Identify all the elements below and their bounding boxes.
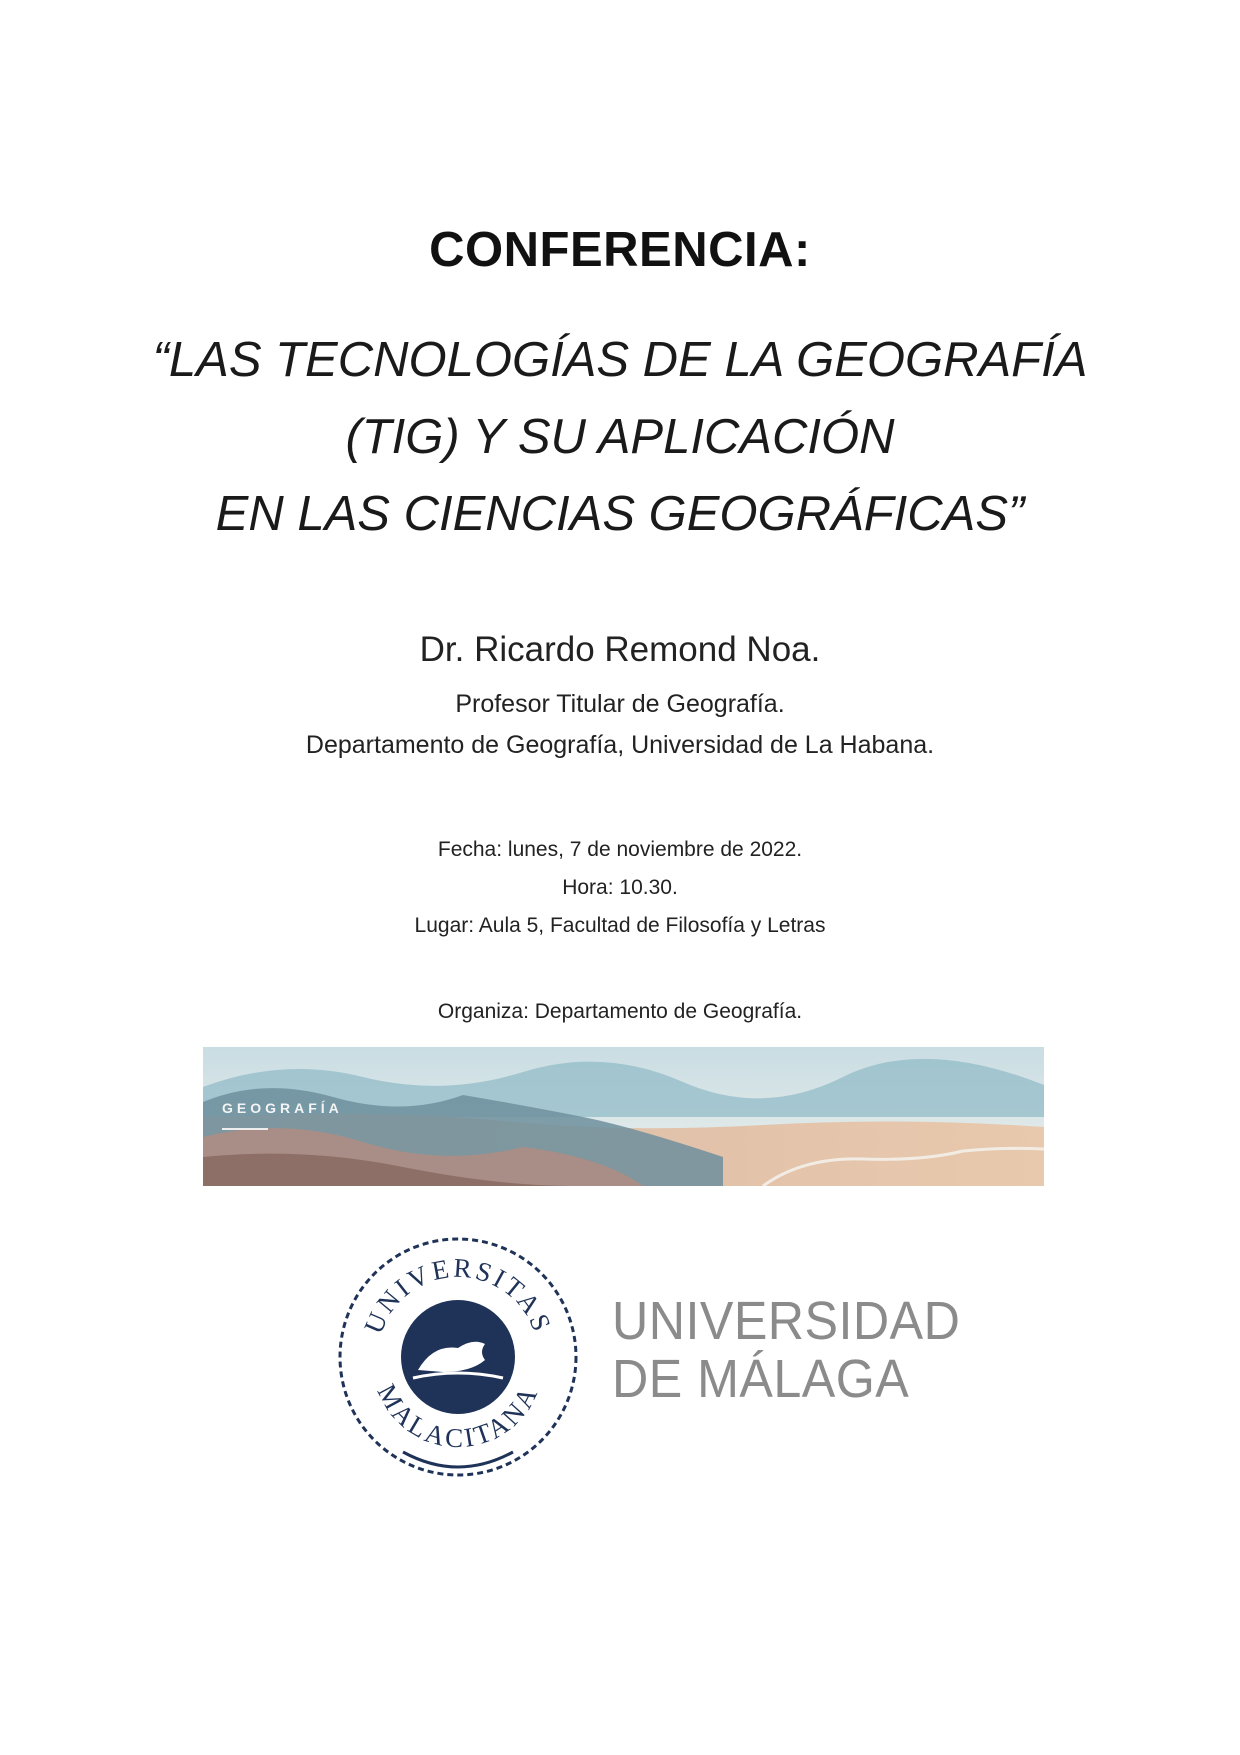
wordmark-line-1: UNIVERSIDAD bbox=[612, 1291, 961, 1351]
speaker-role: Profesor Titular de Geografía. bbox=[455, 690, 785, 718]
svg-text:MALACITANA: MALACITANA bbox=[371, 1379, 545, 1454]
svg-text:UNIVERSITAS: UNIVERSITAS bbox=[358, 1252, 558, 1338]
title-line-1: “LAS TECNOLOGÍAS DE LA GEOGRAFÍA bbox=[152, 333, 1088, 387]
landscape-banner bbox=[203, 1047, 1044, 1186]
banner-underline bbox=[222, 1128, 268, 1130]
speaker-department: Departamento de Geografía, Universidad de La Habana. bbox=[305, 731, 935, 759]
banner-label: GEOGRAFÍA bbox=[222, 1100, 343, 1116]
speaker-name: Dr. Ricardo Remond Noa. bbox=[419, 630, 821, 669]
event-date: Fecha: lunes, 7 de noviembre de 2022. bbox=[437, 838, 803, 861]
wordmark-line-2: DE MÁLAGA bbox=[612, 1349, 910, 1409]
title-line-3: EN LAS CIENCIAS GEOGRÁFICAS” bbox=[215, 487, 1025, 541]
university-seal-logo bbox=[333, 1232, 583, 1482]
title-line-2: (TIG) Y SU APLICACIÓN bbox=[345, 410, 895, 464]
event-organizer: Organiza: Departamento de Geografía. bbox=[437, 1000, 803, 1023]
event-place: Lugar: Aula 5, Facultad de Filosofía y Letras bbox=[414, 914, 826, 937]
event-time: Hora: 10.30. bbox=[562, 876, 678, 899]
heading: CONFERENCIA: bbox=[429, 223, 811, 277]
landscape-image bbox=[203, 1047, 1044, 1186]
university-wordmark bbox=[612, 1292, 987, 1408]
